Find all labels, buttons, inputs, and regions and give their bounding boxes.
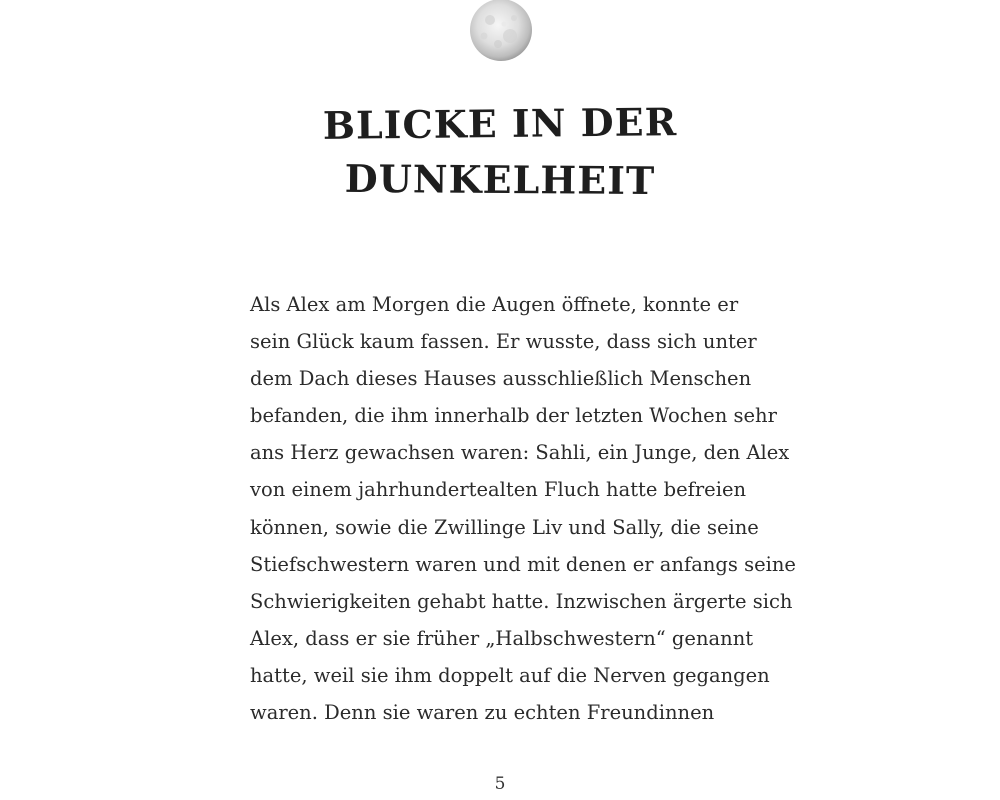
text-line: sein Glück kaum fassen. Er wusste, dass sich unter: [250, 330, 757, 354]
moon-icon: [468, 0, 534, 62]
text-line: können, sowie die Zwillinge Liv und Sally, die seine: [250, 515, 759, 539]
text-line: Alex, dass er sie früher „Halbschwestern“ genannt: [250, 626, 754, 650]
text-line: dem Dach dieses Hauses ausschließlich Menschen: [250, 367, 752, 391]
text-line: Als Alex am Morgen die Augen öffnete, konnte er: [250, 293, 739, 316]
body-paragraph: [250, 286, 796, 731]
text-line: von einem jahrhundertealten Fluch hatte befreien: [250, 478, 747, 502]
page-number: 5: [494, 774, 506, 794]
text-line: befanden, die ihm innerhalb der letzten Wochen sehr: [250, 404, 777, 428]
text-line: Schwierigkeiten gehabt hatte. Inzwischen ärgerte sich: [250, 589, 793, 613]
chapter-title-line-2: DUNKELHEIT: [344, 155, 656, 204]
text-line: hatte, weil sie ihm doppelt auf die Nerven gegangen: [250, 663, 770, 687]
text-line: waren. Denn sie waren zu echten Freundinnen: [250, 701, 715, 725]
text-line: Stiefschwestern waren und mit denen er anfangs seine: [250, 552, 796, 576]
chapter-title-line-1: BLICKE IN DER: [322, 99, 678, 148]
chapter-title: [0, 96, 1000, 208]
text-line: ans Herz gewachsen waren: Sahli, ein Junge, den Alex: [250, 441, 790, 465]
